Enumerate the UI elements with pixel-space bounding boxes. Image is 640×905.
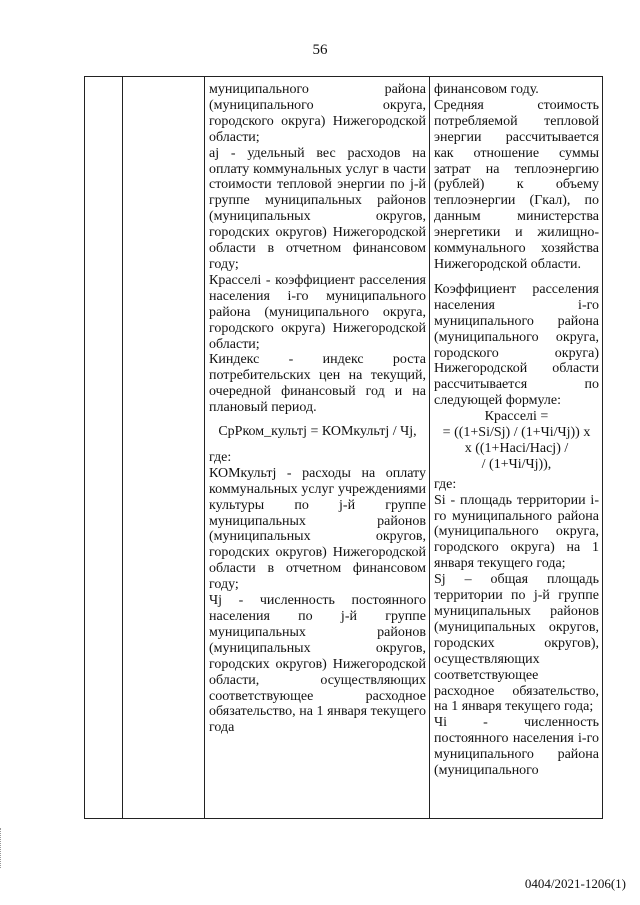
- document-table: [84, 76, 603, 819]
- paragraph: аj - удельный вес расходов на оплату коммунальных услуг в части стоимости тепловой энергии по j-й группе муниципальных районов (муниципальных округов, городских округов) Нижегородской области в отчетном финансовом году;: [209, 145, 426, 272]
- formula-line: Красселі =: [484, 409, 549, 425]
- formula: СрРком_культj = КОМкультj / Чj,: [218, 424, 417, 440]
- table-cell-method: [430, 77, 603, 819]
- paragraph: Киндекс - индекс роста потребительских цен на текущий, очередной финансовый год и на плановый период.: [209, 352, 426, 416]
- paragraph: Si - площадь территории і-го муниципального района (муниципального округа, городского округа) на 1 января текущего года;: [434, 492, 599, 572]
- formula-line: / (1+Чі/Чj)),: [481, 456, 552, 472]
- paragraph: Средняя стоимость потребляемой тепловой энергии рассчитывается как отношение суммы затрат на теплоэнергию (рублей) к объему теплоэнергии (Гкал), по данным министерства энергетики и жилищно-коммунального хозяйства Нижегородской области.: [434, 97, 599, 272]
- paragraph: Чj - численность постоянного населения по j-й группе муниципальных районов (муниципальных округов, городских округов) Нижегородской области, осуществляющих соответствующее расходное обязательство, на 1 января текущего года: [209, 593, 426, 736]
- paragraph: муниципального района (муниципального округа, городского округа) Нижегородской области;: [209, 82, 426, 145]
- table-cell-description: [205, 77, 430, 819]
- document-code: 0404/2021-1206(1): [524, 876, 626, 891]
- table-row: [85, 77, 603, 819]
- formula-line: x ((1+Насі/Насj) /: [464, 440, 569, 456]
- paragraph: Коэффициент расселения населения і-го муниципального района (муниципального округа, городского округа) Нижегородской области рассчитывается по следующей формуле:: [434, 281, 599, 409]
- page-number: 56: [312, 42, 328, 58]
- paragraph: где:: [209, 449, 232, 465]
- formula-line: = ((1+Si/Sj) / (1+Чі/Чj)) x: [442, 425, 591, 441]
- table-cell-empty-1: [85, 77, 123, 819]
- paragraph: финансовом году.: [434, 82, 539, 97]
- scan-edge-mark: [0, 828, 4, 868]
- paragraph: Sj – общая площадь территории по j-й группе муниципальных районов (муниципальных округов, городских округов), осуществляющих соответствующее расходное обязательство, на 1 января текущего года;: [434, 572, 599, 715]
- paragraph: Красселі - коэффициент расселения населения і-го муниципального района (муниципального округа, городского округа) Нижегородской области;: [209, 272, 426, 352]
- table-cell-empty-2: [123, 77, 205, 819]
- paragraph: КОМкультj - расходы на оплату коммунальных услуг учреждениями культуры по j-й группе муниципальных районов (муниципальных округов, городских округов) Нижегородской области в отчетном финансовом году;: [209, 465, 426, 593]
- paragraph: Чі - численность постоянного населения і-го муниципального района (муниципального: [434, 715, 599, 779]
- paragraph: где:: [434, 476, 457, 492]
